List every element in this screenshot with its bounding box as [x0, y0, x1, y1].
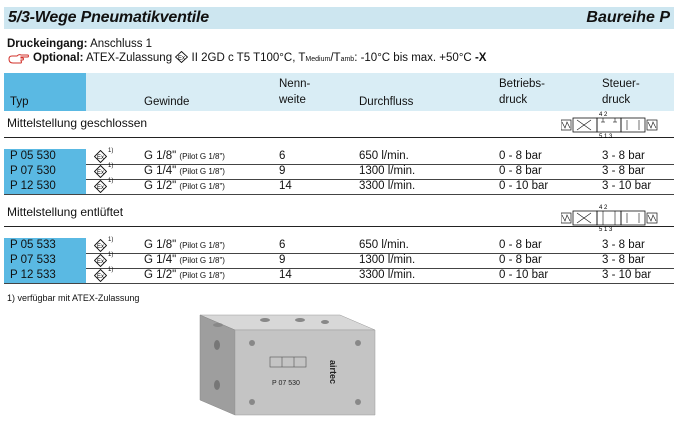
cell-typ: P 07 530 — [4, 164, 86, 179]
cell-betriebsdruck: 0 - 8 bar — [499, 254, 542, 266]
cell-durchfluss: 3300 l/min. — [359, 269, 416, 281]
optional-text-1: ATEX-Zulassung — [86, 52, 173, 64]
pilot-thread: (Pilot G 1/8") — [179, 256, 225, 265]
cell-gewinde — [144, 238, 225, 253]
title-bar — [4, 7, 674, 29]
footnote-marker: 1) — [108, 267, 114, 273]
cell-durchfluss: 3300 l/min. — [359, 180, 416, 192]
sub-medium: Medium — [305, 56, 331, 63]
cell-gewinde — [144, 253, 225, 268]
thread-size: G 1/2" — [144, 269, 177, 281]
atex-ex-icon — [94, 239, 107, 252]
footnote: 1) verfügbar mit ATEX-Zulassung — [7, 293, 140, 303]
svg-text:Ex: Ex — [97, 170, 105, 176]
header-nennweite-2: weite — [279, 94, 306, 106]
cell-gewinde — [144, 268, 225, 283]
optional-label: Optional: — [33, 52, 84, 64]
svg-text:Ex: Ex — [97, 155, 105, 161]
pilot-thread: (Pilot G 1/8") — [179, 182, 225, 191]
pilot-thread: (Pilot G 1/8") — [179, 167, 225, 176]
optional-text-2: II 2GD c T5 T100°C, T — [191, 52, 306, 64]
pressure-value: Anschluss 1 — [90, 38, 153, 50]
cell-nennweite: 14 — [279, 180, 292, 192]
pilot-thread: (Pilot G 1/8") — [179, 241, 225, 250]
table-header — [4, 73, 674, 111]
section-title: Mittelstellung entlüftet — [7, 205, 124, 219]
thread-size: G 1/4" — [144, 254, 177, 266]
cell-betriebsdruck: 0 - 8 bar — [499, 165, 542, 177]
section-title: Mittelstellung geschlossen — [7, 116, 148, 130]
cell-durchfluss: 650 l/min. — [359, 239, 409, 251]
header-gewinde: Gewinde — [144, 96, 190, 108]
optional-slash: /T — [330, 52, 341, 64]
footnote-marker: 1) — [108, 252, 114, 258]
pilot-thread: (Pilot G 1/8") — [179, 152, 225, 161]
table-row — [4, 253, 674, 269]
cell-betriebsdruck: 0 - 8 bar — [499, 150, 542, 162]
optional-suffix: -X — [474, 52, 487, 64]
header-nennweite-1: Nenn- — [279, 78, 311, 90]
pressure-label: Druckeingang: — [7, 38, 88, 50]
thread-size: G 1/4" — [144, 165, 177, 177]
cell-durchfluss: 1300 l/min. — [359, 165, 416, 177]
cell-gewinde — [144, 179, 225, 194]
cell-durchfluss: 650 l/min. — [359, 150, 409, 162]
pointing-hand-icon — [8, 53, 30, 65]
cell-betriebsdruck: 0 - 8 bar — [499, 239, 542, 251]
cell-betriebsdruck: 0 - 10 bar — [499, 180, 549, 192]
header-betriebsdruck-1: Betriebs- — [499, 78, 546, 90]
photo-label: P 07 530 — [272, 380, 300, 387]
thread-size: G 1/2" — [144, 180, 177, 192]
optional-line — [33, 51, 486, 64]
cell-nennweite: 9 — [279, 165, 286, 177]
table-row — [4, 179, 674, 195]
table-row — [4, 268, 674, 284]
header-durchfluss: Durchfluss — [359, 96, 414, 108]
atex-ex-icon — [94, 150, 107, 163]
svg-text:4 2: 4 2 — [599, 205, 608, 211]
svg-text:5 1 3: 5 1 3 — [599, 227, 613, 231]
page-title: 5/3-Wege Pneumatikventile — [8, 9, 210, 26]
header-steuerdruck-1: Steuer- — [602, 78, 640, 90]
footnote-marker: 1) — [108, 163, 114, 169]
cell-betriebsdruck: 0 - 10 bar — [499, 269, 549, 281]
header-typ: Typ — [10, 96, 29, 108]
cell-typ: P 12 533 — [4, 268, 86, 283]
thread-size: G 1/8" — [144, 150, 177, 162]
sub-amb: amb — [340, 56, 355, 63]
svg-text:Ex: Ex — [97, 274, 105, 280]
pilot-thread: (Pilot G 1/8") — [179, 271, 225, 280]
cell-typ: P 12 530 — [4, 179, 86, 194]
pressure-input-line — [7, 38, 152, 50]
footnote-marker: 1) — [108, 237, 114, 243]
header-betriebsdruck-2: druck — [499, 94, 528, 106]
svg-text:Ex: Ex — [178, 55, 186, 62]
svg-text:4 2: 4 2 — [599, 112, 608, 118]
atex-ex-icon — [94, 254, 107, 267]
cell-steuerdruck: 3 - 8 bar — [602, 150, 645, 162]
cell-typ: P 05 530 — [4, 149, 86, 164]
cell-typ: P 07 533 — [4, 253, 86, 268]
cell-durchfluss: 1300 l/min. — [359, 254, 416, 266]
svg-text:5 1 3: 5 1 3 — [599, 134, 613, 138]
cell-steuerdruck: 3 - 10 bar — [602, 269, 652, 281]
cell-nennweite: 14 — [279, 269, 292, 281]
cell-nennweite: 9 — [279, 254, 286, 266]
svg-text:Ex: Ex — [97, 244, 105, 250]
table-row — [4, 149, 674, 165]
atex-ex-icon — [175, 51, 188, 63]
optional-text-3: : -10°C bis max. +50°C — [354, 52, 472, 64]
cell-nennweite: 6 — [279, 150, 286, 162]
svg-text:Ex: Ex — [97, 259, 105, 265]
series-label: Baureihe P — [586, 9, 670, 26]
thread-size: G 1/8" — [144, 239, 177, 251]
valve-symbol-vented-icon — [561, 203, 661, 231]
valve-symbol-closed-icon — [561, 110, 661, 138]
cell-steuerdruck: 3 - 8 bar — [602, 254, 645, 266]
brand-logo: airtec — [328, 360, 338, 385]
cell-steuerdruck: 3 - 8 bar — [602, 239, 645, 251]
table-row — [4, 238, 674, 254]
footnote-marker: 1) — [108, 148, 114, 154]
atex-ex-icon — [94, 269, 107, 282]
footnote-marker: 1) — [108, 178, 114, 184]
cell-typ: P 05 533 — [4, 238, 86, 253]
atex-ex-icon — [94, 180, 107, 193]
header-steuerdruck-2: druck — [602, 94, 631, 106]
atex-ex-icon — [94, 165, 107, 178]
table-row — [4, 164, 674, 180]
cell-gewinde — [144, 149, 225, 164]
valve-photo — [190, 305, 380, 420]
svg-text:Ex: Ex — [97, 185, 105, 191]
cell-gewinde — [144, 164, 225, 179]
cell-steuerdruck: 3 - 8 bar — [602, 165, 645, 177]
cell-nennweite: 6 — [279, 239, 286, 251]
cell-steuerdruck: 3 - 10 bar — [602, 180, 652, 192]
